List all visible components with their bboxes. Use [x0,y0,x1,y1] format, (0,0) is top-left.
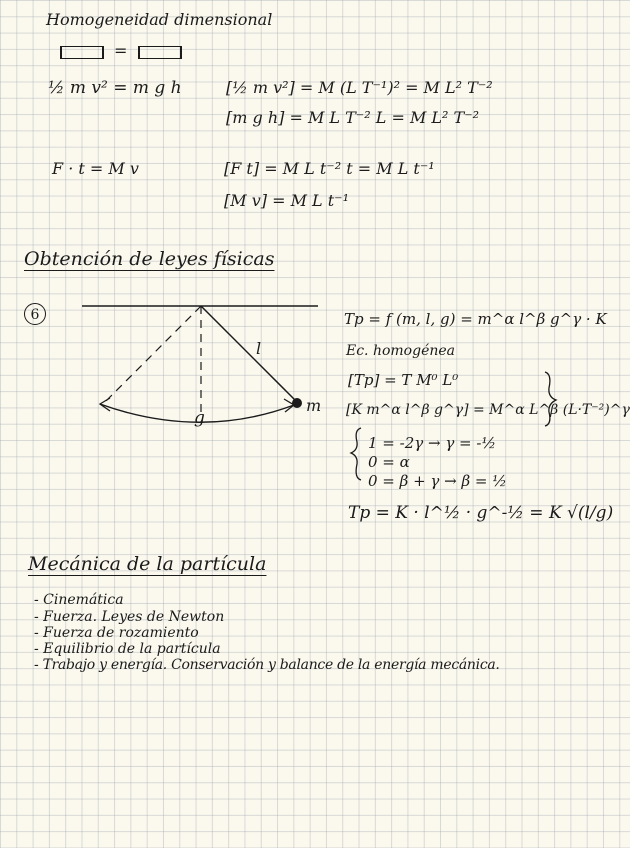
dimension-period: [Tp] = T M⁰ L⁰ [348,371,459,389]
equation-energy-right-a: [½ m v²] = M (L T⁻¹)² = M L² T⁻² [226,78,493,97]
period-result: Tp = K · l^½ · g^-½ = K √(l/g) [348,503,614,523]
system-eq-3: 0 = β + γ → β = ½ [368,472,507,490]
topic-item: - Fuerza. Leyes de Newton [34,609,225,625]
label-length: l [256,339,262,358]
system-brace-left [351,428,361,480]
pendulum-string [201,306,297,402]
equation-energy-left: ½ m v² = m g h [48,78,182,98]
label-mass: m [306,396,322,415]
topic-item: - Fuerza de rozamiento [34,625,199,641]
section-title-leyes: Obtención de leyes físicas [24,248,275,270]
pendulum-left-dashed [104,306,201,403]
section-title-homogeneidad: Homogeneidad dimensional [46,10,273,29]
system-eq-1: 1 = -2γ → γ = -½ [368,434,497,452]
pendulum-bob [292,398,302,408]
arc-arrow-left [100,398,110,411]
equation-impulse-right-b: [M v] = M L t⁻¹ [224,191,350,210]
section-title-mecanica: Mecánica de la partícula [28,553,267,575]
system-eq-2: 0 = α [368,453,410,471]
dimension-product: [K m^α l^β g^γ] = M^α L^β (L·T⁻²)^γ [346,402,630,418]
equation-period: Tp = f (m, l, g) = m^α l^β g^γ · K [344,310,607,328]
equation-impulse-left: F · t = M v [52,159,139,178]
problem-number: 6 [30,307,40,323]
equation-impulse-right-a: [F t] = M L t⁻² t = M L t⁻¹ [224,159,435,178]
equation-energy-right-b: [m g h] = M L T⁻² L = M L² T⁻² [226,108,480,127]
topic-item: - Trabajo y energía. Conservación y balance de la energía mecánica. [34,657,500,673]
homogeneous-label: Ec. homogénea [346,343,456,359]
topic-item: - Equilibrio de la partícula [34,641,221,657]
bracket-equals: = [114,41,128,60]
label-gravity: g [194,408,205,428]
topic-item: - Cinemática [34,592,124,608]
